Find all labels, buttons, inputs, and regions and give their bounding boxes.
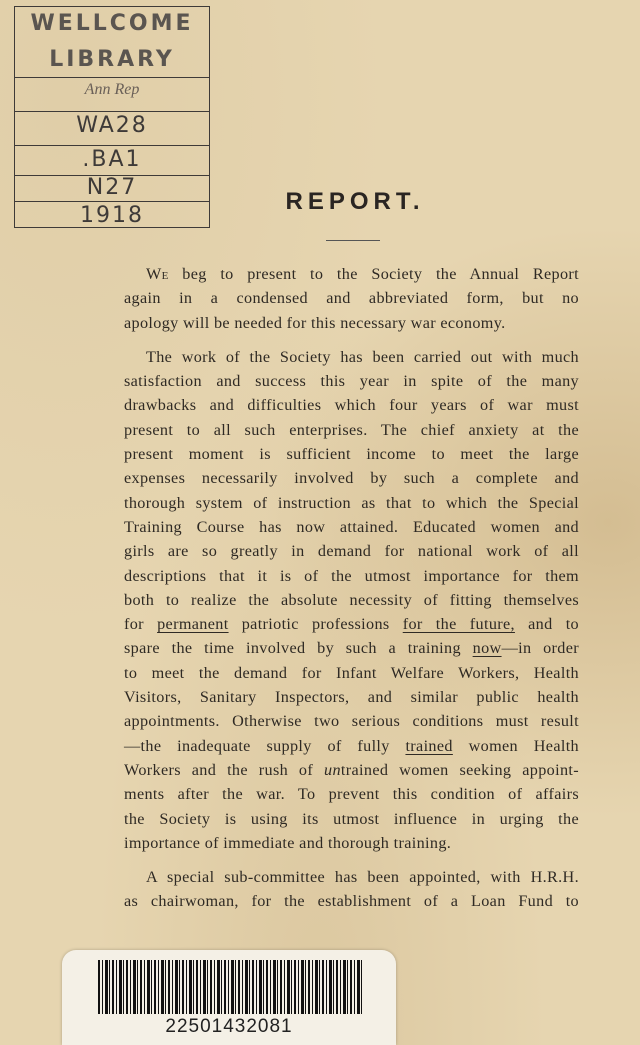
- text-span: for: [124, 615, 158, 634]
- paragraph-3: [124, 865, 579, 914]
- text-line: Visitors, Sanitary Inspectors, and similar public health: [124, 688, 579, 707]
- text-line: importance of immediate and thorough training.: [124, 833, 452, 852]
- lead-word: We: [146, 265, 169, 283]
- text-line: as chairwoman, for the establishment of a Loan Fund to: [124, 892, 579, 911]
- text-line: girls are so greatly in demand for national work of all: [124, 542, 579, 561]
- paragraph-2: [124, 345, 579, 855]
- barcode-label: [62, 950, 396, 1045]
- text-line: [124, 636, 579, 660]
- underlined-word: now: [472, 639, 502, 658]
- stamp-library-text: LIBRARY: [15, 47, 209, 78]
- text-line: to meet the demand for Infant Welfare Workers, Health: [124, 663, 579, 682]
- text-line: both to realize the absolute necessity of fitting themselves: [124, 590, 579, 609]
- italic-prefix: un: [324, 760, 341, 779]
- text-line: the Society is using its utmost influence in urging the: [124, 809, 579, 828]
- text-line: The work of the Society has been carried out with much: [146, 347, 579, 366]
- heading-rule: [326, 240, 380, 241]
- text-line: [124, 612, 579, 636]
- text-span: patriotic professions: [228, 615, 403, 634]
- report-body: [124, 262, 579, 924]
- stamp-ann-rep: Ann Rep: [15, 81, 209, 112]
- barcode-bars: [98, 960, 364, 1014]
- text-line: again in a condensed and abbreviated form, but no: [124, 289, 579, 308]
- text-line: apology will be needed for this necessary war economy.: [124, 313, 506, 332]
- barcode-number: 22501432081: [165, 1016, 293, 1037]
- underlined-word: trained: [405, 736, 453, 755]
- text-line: ments after the war. To prevent this condition of affairs: [124, 785, 579, 804]
- text-span: Workers and the rush of: [124, 760, 325, 779]
- stamp-classmark-1: WA28: [15, 113, 209, 146]
- underlined-word: permanent: [157, 615, 229, 634]
- text-line: present moment is sufficient income to meet the large: [124, 445, 579, 464]
- text-line: satisfaction and success this year in spite of the many: [124, 372, 579, 391]
- text-line: [124, 734, 579, 758]
- paragraph-1: [124, 262, 579, 335]
- text-line: [124, 262, 579, 286]
- text-span: —in order: [501, 639, 579, 658]
- stamp-classmark-2: .BA1: [15, 147, 209, 176]
- stamp-year: 1918: [80, 203, 144, 228]
- text-span: and to: [514, 615, 579, 634]
- stamp-wellcome-text: WELLCOME: [30, 11, 194, 36]
- text-line: drawbacks and difficulties which four years of war must: [124, 396, 579, 415]
- text-line: expenses necessarily involved by such a complete and: [124, 469, 579, 488]
- text-span: —the inadequate supply of fully: [124, 736, 406, 755]
- report-heading: REPORT.: [285, 188, 425, 215]
- text-span: beg to present to the Society the Annual Report: [168, 265, 579, 283]
- text-line: [124, 758, 579, 782]
- underlined-phrase: for the future,: [402, 615, 515, 634]
- text-line: Training Course has now attained. Educated women and: [124, 517, 579, 536]
- text-span: women Health: [452, 736, 579, 755]
- text-line: thorough system of instruction as that to which the Special: [124, 493, 579, 512]
- text-line: A special sub-committee has been appointed, with H.R.H.: [146, 868, 579, 887]
- text-line: descriptions that it is of the utmost importance for them: [124, 566, 579, 585]
- text-span: trained women seeking appoint-: [340, 760, 579, 779]
- stamp-classmark-3: N27: [15, 175, 209, 202]
- text-line: appointments. Otherwise two serious conditions must result: [124, 712, 579, 731]
- text-span: spare the time involved by such a training: [124, 639, 473, 658]
- library-stamp: [14, 6, 210, 228]
- text-line: present to all such enterprises. The chief anxiety at the: [124, 420, 579, 439]
